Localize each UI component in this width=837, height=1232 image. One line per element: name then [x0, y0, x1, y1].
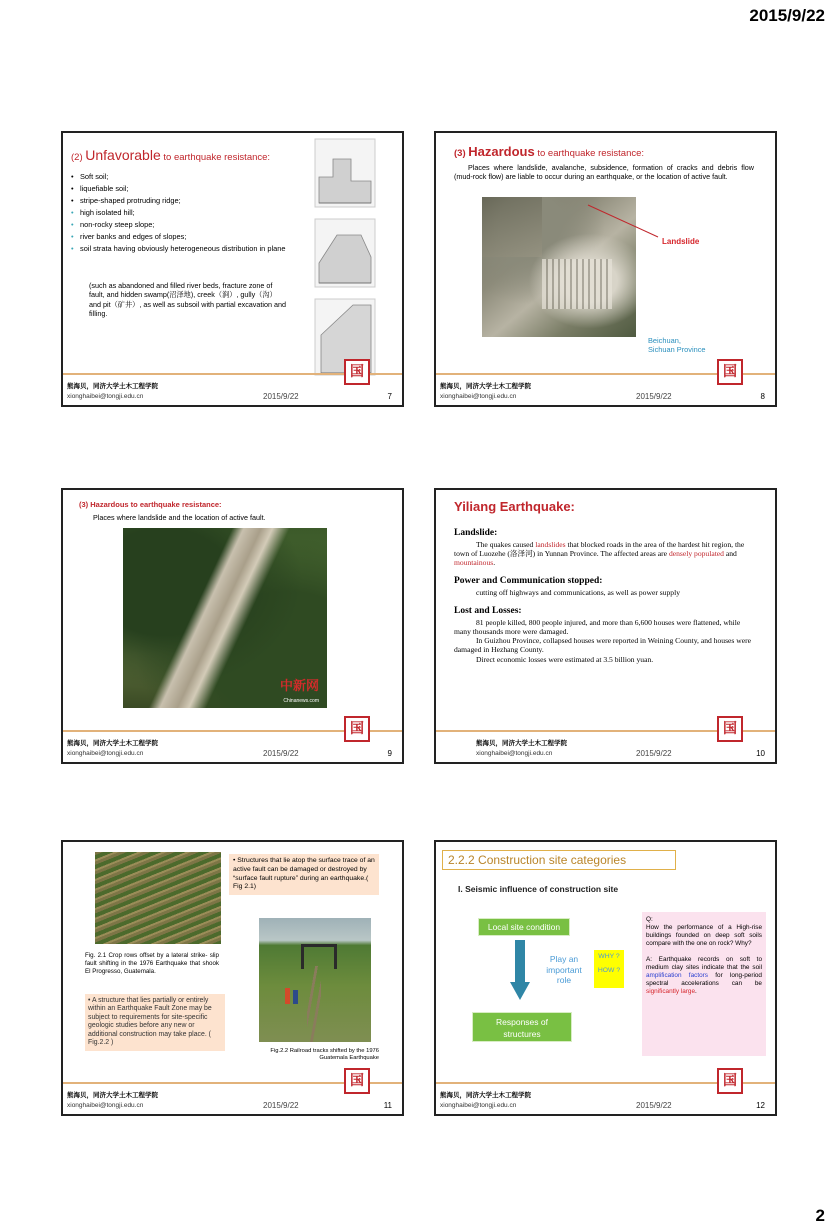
- annotation-line: [586, 203, 666, 243]
- landslide-label: Landslide: [662, 237, 700, 246]
- body-text: Places where landslide and the location of active fault.: [93, 513, 266, 522]
- news-watermark: 中新网: [279, 679, 319, 694]
- footer-date: 2015/9/22: [263, 749, 299, 758]
- university-logo: 国: [344, 1068, 370, 1094]
- header-date: 2015/9/22: [749, 6, 825, 25]
- footer-date: 2015/9/22: [263, 1101, 299, 1110]
- slide-number: 8: [760, 392, 765, 401]
- landslide-valley-photo: [123, 528, 327, 708]
- footer-author: 熊海贝，同济大学土木工程学院: [440, 382, 531, 390]
- footer-author: 熊海贝，同济大学土木工程学院: [67, 1091, 158, 1099]
- why-label: WHY ?: [598, 953, 620, 960]
- slide-title: (2) Unfavorable to earthquake resistance:: [71, 147, 271, 163]
- page-number: 2: [815, 1206, 825, 1225]
- footer-date: 2015/9/22: [636, 749, 672, 758]
- footer-author: 熊海贝，同济大学土木工程学院: [440, 1091, 531, 1099]
- footer-author: 熊海贝，同济大学土木工程学院: [476, 739, 567, 747]
- responses-box: Responses of structures: [472, 1012, 572, 1042]
- section-heading: Power and Communication stopped:: [454, 576, 603, 587]
- note-text: (such as abandoned and filled river beds, fracture zone of fault, and hidden swamp(沼泽地), creek（涧）, gully（沟）and pit（矿井）, as well as subsoil with partial excavation and filling.: [89, 281, 286, 319]
- question-text: How the performance of a High-rise buildings founded on deep soft soils compare with the one on rock? Why?: [646, 924, 762, 947]
- footer-author: 熊海贝，同济大学土木工程学院: [67, 739, 158, 747]
- slide-9: [61, 488, 404, 764]
- slide-number: 9: [387, 749, 392, 758]
- fig2-caption: Fig.2.2 Railroad tracks shifted by the 1976 Guatemala Earthquake: [270, 1048, 379, 1061]
- paragraph: Direct economic losses were estimated at 3.5 billion yuan.: [476, 654, 654, 664]
- local-site-condition-box: Local site condition: [478, 918, 570, 936]
- footer-date: 2015/9/22: [636, 392, 672, 401]
- university-logo: 国: [344, 716, 370, 742]
- footer-date: 2015/9/22: [263, 392, 299, 401]
- slide-number: 10: [756, 749, 765, 758]
- bullet-item: • non-rocky steep slope;: [69, 221, 289, 230]
- university-logo: 国: [717, 359, 743, 385]
- crop-rows-photo: [95, 852, 221, 944]
- slide-8: [434, 131, 777, 407]
- paragraph: cutting off highways and communications, as well as power supply: [476, 587, 681, 597]
- slide-7: [61, 131, 404, 407]
- footer-author: 熊海贝，同济大学土木工程学院: [67, 382, 158, 390]
- footer-date: 2015/9/22: [636, 1101, 672, 1110]
- bullet-item: • Soft soil;: [69, 173, 289, 182]
- bullet-item: • high isolated hill;: [69, 209, 289, 218]
- down-arrow-icon: [510, 940, 530, 1002]
- slide-title: Yiliang Earthquake:: [454, 499, 575, 514]
- university-logo: 国: [717, 716, 743, 742]
- section-subtitle: I. Seismic influence of construction site: [458, 884, 619, 894]
- fig1-caption: Fig. 2.1 Crop rows offset by a lateral strike- slip fault shifting in the 1976 Earthquake that shook El Progresso, Guatemala.: [85, 952, 219, 975]
- slide-10: [434, 488, 777, 764]
- info-box-top: • Structures that lie atop the surface trace of an active fault can be damaged or destroyed by “surface fault rupture” during an earthquake.( Fig 2.1): [229, 854, 379, 895]
- body-text: Places where landslide, avalanche, subsidence, formation of cracks and debris flow (mud-rock flow) are liable to occur during an earthquake, or the location of active fault.: [454, 163, 754, 181]
- role-text: Play an important role: [546, 954, 582, 986]
- footer-email: xionghaibei@tongji.edu.cn: [67, 393, 144, 400]
- slide-12: [434, 840, 777, 1116]
- footer-email: xionghaibei@tongji.edu.cn: [476, 750, 553, 757]
- slide-title: 2.2.2 Construction site categories: [442, 850, 676, 870]
- info-box-bottom: • A structure that lies partially or entirely within an Earthquake Fault Zone may be subject to requirements for site-specific geologic studies before any new or additional construction may take place. ( Fig.2.2 ): [85, 994, 225, 1051]
- paragraph: The quakes caused landslides that blocked roads in the area of the hardest hit region, the town of Luozehe (洛泽河) in Yunnan Province. The affected areas are densely populated and mountainous.: [454, 539, 745, 568]
- footer-email: xionghaibei@tongji.edu.cn: [67, 1102, 144, 1109]
- university-logo: 国: [344, 359, 370, 385]
- slide-number: 11: [383, 1101, 392, 1110]
- answer-text: A: Earthquake records on soft to medium clay sites indicate that the soil amplification factors for long-period spectral accelerations can be significantly large.: [646, 956, 762, 995]
- slide-body: [454, 528, 754, 664]
- paragraph: 81 people killed, 800 people injured, and more than 6,600 houses were flattened, while many thousands more were damaged.: [454, 617, 741, 636]
- ridge-diagram: [315, 139, 375, 207]
- footer-email: xionghaibei@tongji.edu.cn: [440, 393, 517, 400]
- slide-number: 12: [756, 1101, 765, 1110]
- section-heading: Lost and Losses:: [454, 606, 522, 617]
- question-label: Q:: [646, 916, 653, 923]
- bullet-item: • soil strata having obviously heterogeneous distribution in plane: [69, 245, 289, 254]
- photo-caption: Beichuan, Sichuan Province: [648, 336, 706, 354]
- slide-title: (3) Hazardous to earthquake resistance:: [454, 144, 645, 159]
- bullet-item: • liquefiable soil;: [69, 185, 289, 194]
- bullet-item: • river banks and edges of slopes;: [69, 233, 289, 242]
- news-watermark-sub: Chinanews.com: [283, 698, 319, 704]
- footer-email: xionghaibei@tongji.edu.cn: [67, 750, 144, 757]
- university-logo: 国: [717, 1068, 743, 1094]
- slope-diagrams: [313, 137, 379, 377]
- slide-11: [61, 840, 404, 1116]
- slide-number: 7: [387, 392, 392, 401]
- bullet-item: • stripe-shaped protruding ridge;: [69, 197, 289, 206]
- railroad-photo: [259, 918, 371, 1042]
- slide-title: (3) Hazardous to earthquake resistance:: [79, 500, 222, 509]
- footer-email: xionghaibei@tongji.edu.cn: [440, 1102, 517, 1109]
- paragraph: In Guizhou Province, collapsed houses were reported in Weining County, and houses were damaged in Hezhang County.: [454, 636, 752, 655]
- bullet-list: [69, 169, 289, 257]
- section-heading: Landslide:: [454, 528, 498, 538]
- hill-diagram: [315, 219, 375, 287]
- qa-box: [642, 912, 766, 1056]
- how-label: HOW ?: [597, 967, 621, 975]
- why-how-box: [594, 950, 624, 988]
